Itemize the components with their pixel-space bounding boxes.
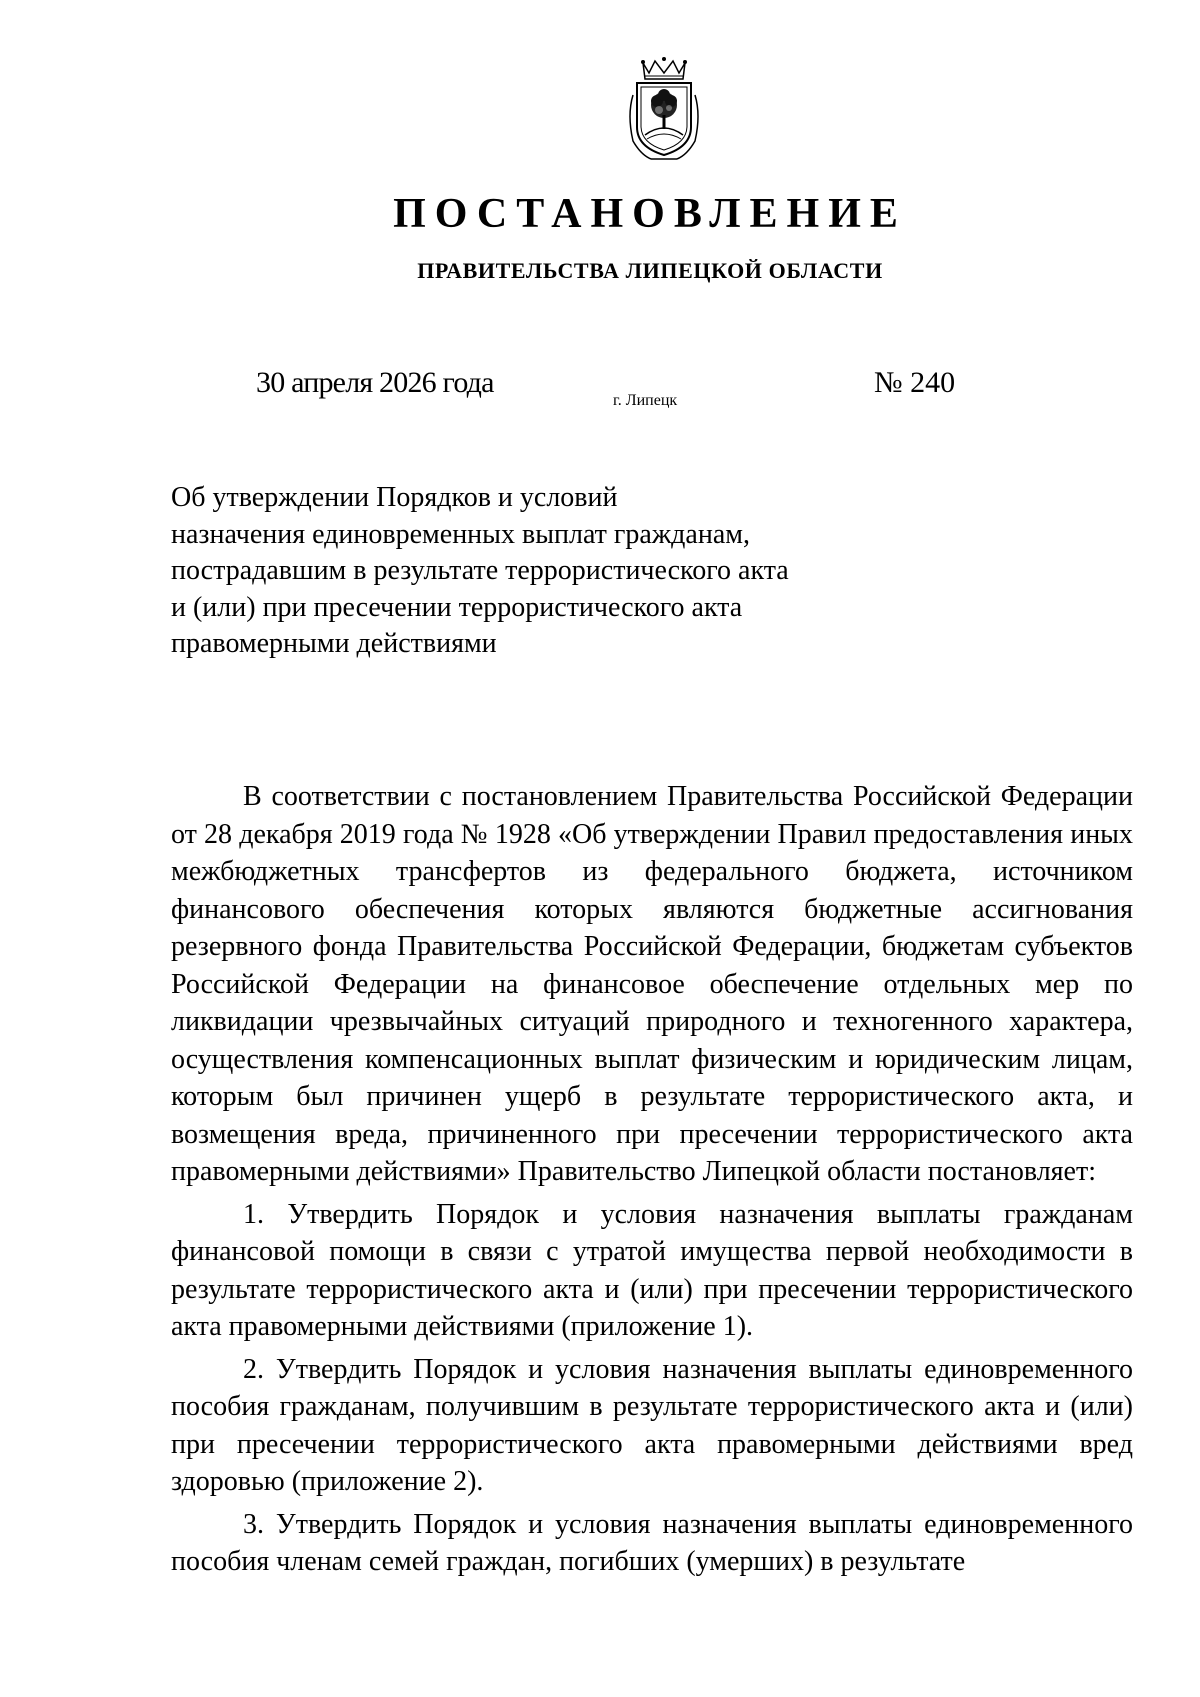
document-subtitle: ПРАВИТЕЛЬСТВА ЛИПЕЦКОЙ ОБЛАСТИ [417, 258, 883, 283]
document-date: 30 апреля 2026 года [256, 366, 494, 399]
subject-line: правомерными действиями [171, 628, 497, 659]
subject-line: и (или) при пресечении террористического акта [171, 591, 743, 623]
document-number: № 240 [874, 366, 956, 399]
document-title: ПОСТАНОВЛЕНИЕ [393, 191, 907, 237]
document-city: г. Липецк [613, 392, 678, 409]
clause-paragraph-2: 2. Утвердить Порядок и условия назначения выплаты единовременного пособия гражданам, получившим в результате террористического акта и (или) при пресечении террористического акта правомерными действиями вред здоровью (приложение 2). [171, 1353, 1133, 1497]
subject-line: Об утверждении Порядков и условий [171, 482, 618, 513]
preamble-paragraph: В соответствии с постановлением Правительства Российской Федерации от 28 декабря 2019 года № 1928 «Об утверждении Правил предоставления иных межбюджетных трансфертов из федерального бюджета, источником финансового обеспечения которых являются бюджетные ассигнования резервного фонда Правительства Российской Федерации, бюджетам субъектов Российской Федерации на финансовое обеспечение отдельных мер по ликвидации чрезвычайных ситуаций природного и техногенного характера, осуществления компенсационных выплат физическим и юридическим лицам, которым был причинен ущерб в результате террористического акта, и возмещения вреда, причиненного при пресечении террористического акта правомерными действиями» Правительство Липецкой области постановляет: [171, 781, 1133, 1187]
clause-paragraph-3: 3. Утвердить Порядок и условия назначения выплаты единовременного пособия членам семей граждан, погибших (умерших) в результате [171, 1508, 1133, 1577]
document-body [171, 778, 1133, 1586]
subject-line: назначения единовременных выплат гражданам, [171, 518, 750, 550]
document-subject [171, 480, 871, 663]
subject-line: пострадавшим в результате террористического акта [171, 555, 789, 586]
coat-of-arms-icon [621, 55, 707, 165]
clause-paragraph-1: 1. Утвердить Порядок и условия назначения выплаты гражданам финансовой помощи в связи с утратой имущества первой необходимости в результате террористического акта и (или) при пресечении террористического акта правомерными действиями (приложение 1). [171, 1198, 1133, 1342]
